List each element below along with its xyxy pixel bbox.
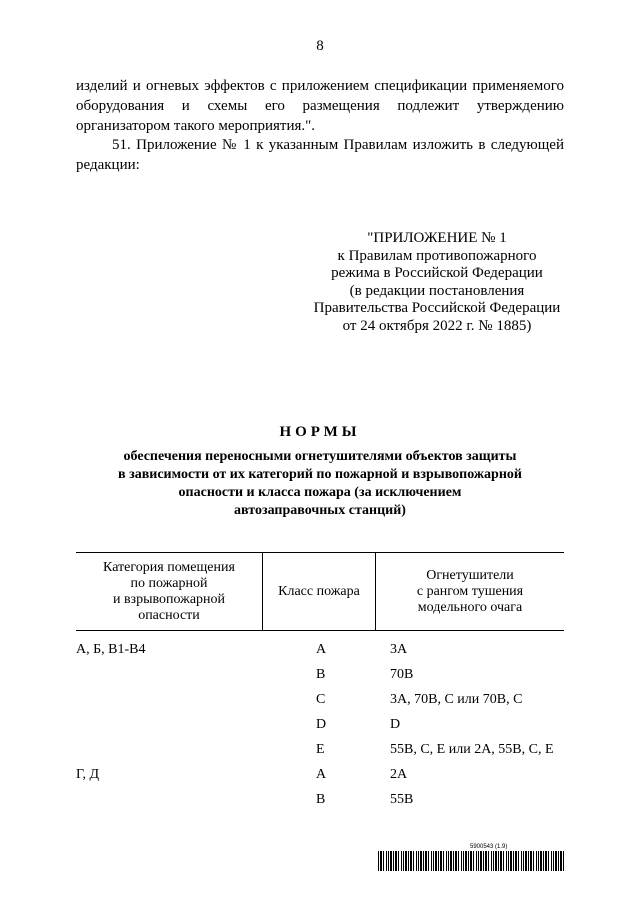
norms-table-body <box>76 641 564 816</box>
extinguishers-cell: 55В <box>390 792 414 807</box>
barcode <box>378 851 564 871</box>
norms-table-header <box>76 552 564 631</box>
header-extinguishers <box>376 553 564 630</box>
header-line: Огнетушители <box>426 567 514 583</box>
extinguishers-cell: 3А, 70В, С или 70В, С <box>390 692 523 707</box>
subtitle-line: автозаправочных станций) <box>234 503 406 518</box>
paragraph-line: оборудования и схемы его размещения подлежит утверждению <box>76 98 564 114</box>
appendix-line: от 24 октября 2022 г. № 1885) <box>342 317 532 334</box>
extinguishers-cell: 55В, С, Е или 2А, 55В, С, Е <box>390 742 554 757</box>
paragraph-line: организатором такого мероприятия.". <box>76 118 316 134</box>
appendix-header <box>300 230 574 335</box>
fire-class-cell: B <box>316 667 326 682</box>
norms-title: НОРМЫ <box>279 424 361 440</box>
category-cell: Г, Д <box>76 767 100 782</box>
fire-class-cell: A <box>316 642 327 657</box>
table-row <box>76 741 564 762</box>
header-line: опасности <box>138 607 200 623</box>
header-line: модельного очага <box>417 599 523 615</box>
header-line: и взрывопожарной <box>112 591 226 607</box>
appendix-line: (в редакции постановления <box>349 282 525 299</box>
subtitle-line: в зависимости от их категорий по пожарной и взрывопожарной <box>118 467 522 482</box>
header-line: по пожарной <box>130 575 208 591</box>
paragraph-line: 51. Приложение № 1 к указанным Правилам изложить в следующей <box>112 137 564 153</box>
fire-class-cell: B <box>316 792 326 807</box>
subtitle-line: обеспечения переносными огнетушителями объектов защиты <box>123 449 517 464</box>
table-row <box>76 766 564 787</box>
header-line: Класс пожара <box>278 583 360 599</box>
extinguishers-cell: 70В <box>390 667 414 682</box>
fire-class-cell: A <box>316 767 327 782</box>
table-row <box>76 791 564 812</box>
paragraph-line: редакции: <box>76 157 140 173</box>
appendix-line: к Правилам противопожарного <box>337 247 537 264</box>
fire-class-cell: C <box>316 692 326 707</box>
appendix-line: Правительства Российской Федерации <box>313 300 561 316</box>
paragraph-line: изделий и огневых эффектов с приложением спецификации применяемого <box>76 78 564 94</box>
header-fire-class <box>262 553 376 630</box>
fire-class-cell: D <box>316 717 327 732</box>
extinguishers-cell: D <box>390 717 401 732</box>
appendix-line: "ПРИЛОЖЕНИЕ № 1 <box>367 230 507 246</box>
appendix-line: режима в Российской Федерации <box>331 265 543 281</box>
header-line: с рангом тушения <box>416 583 524 599</box>
table-row <box>76 641 564 662</box>
table-row <box>76 691 564 712</box>
norms-subtitle <box>0 448 640 520</box>
header-category <box>76 553 262 630</box>
table-row <box>76 666 564 687</box>
page-number: 8 <box>316 38 324 54</box>
category-cell: А, Б, В1-В4 <box>76 642 146 657</box>
table-row <box>76 716 564 737</box>
header-line: Категория помещения <box>103 559 235 575</box>
extinguishers-cell: 3А <box>390 642 408 657</box>
fire-class-cell: E <box>316 742 325 757</box>
barcode-label: 5900543 (1.9) <box>470 844 508 850</box>
paragraph-continuation <box>76 76 564 136</box>
extinguishers-cell: 2А <box>390 767 408 782</box>
paragraph-item-51 <box>76 135 564 175</box>
subtitle-line: опасности и класса пожара (за исключением <box>178 485 462 500</box>
